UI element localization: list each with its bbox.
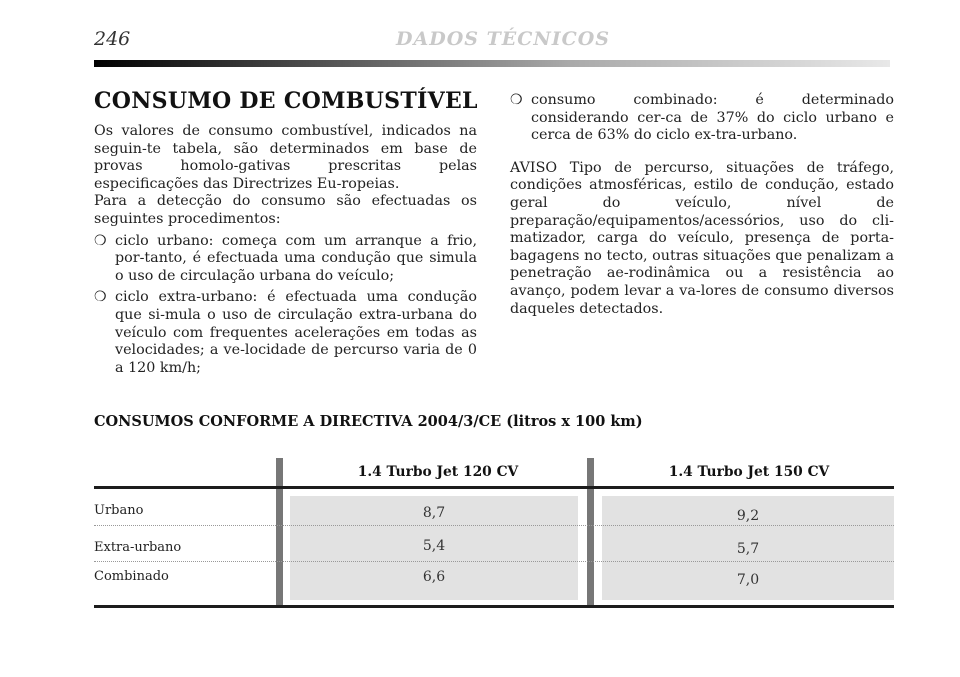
bullet-icon: ❍ [94, 289, 107, 306]
left-text-column [94, 123, 477, 377]
header-gradient-rule [94, 60, 890, 67]
procedures-paragraph: Para a detecção do consumo são efectuadas os seguintes procedimentos: [94, 193, 477, 227]
chapter-title: DADOS TÉCNICOS [396, 28, 610, 50]
row-label-combinado: Combinado [94, 569, 169, 584]
table-top-rule [94, 486, 894, 489]
page-number: 246 [94, 28, 131, 50]
cell-combinado-120cv: 6,6 [422, 569, 446, 585]
bullet-text: ciclo extra-urbano: é efectuada uma condução que si-mula o uso de circulação extra-urbana do veículo com frequentes acelerações em todas as velocidades; a ve-locidade de percurso varia de 0 a 120 km/h; [115, 289, 477, 376]
column-divider [587, 458, 594, 608]
bullet-text: consumo combinado: é determinado considerando cer-ca de 37% do ciclo urbano e cerca de 63% do ciclo ex-tra-urbano. [531, 92, 894, 144]
intro-paragraph: Os valores de consumo combustível, indicados na seguin-te tabela, são determinados em base de provas homolo-gativas prescritas pelas especificações das Directrizes Eu-ropeias. [94, 123, 477, 192]
consumption-table [94, 458, 894, 618]
cell-urbano-150cv: 9,2 [736, 508, 760, 524]
bullet-urban-cycle [94, 233, 477, 286]
column-header-150cv: 1.4 Turbo Jet 150 CV [668, 464, 830, 480]
bullet-extra-urban-cycle [94, 289, 477, 377]
table-bottom-rule [94, 605, 894, 608]
cell-extra-urbano-120cv: 5,4 [422, 538, 446, 554]
cell-extra-urbano-150cv: 5,7 [736, 541, 760, 557]
row-label-extra-urbano: Extra-urbano [94, 540, 182, 555]
cell-urbano-120cv: 8,7 [422, 505, 446, 521]
cell-combinado-150cv: 7,0 [736, 572, 760, 588]
bullet-icon: ❍ [94, 232, 107, 249]
warning-paragraph: AVISO Tipo de percurso, situações de tráfego, condições atmosféricas, estilo de condução, estado geral do veículo, nível de preparação/equipamentos/acessórios, uso do cli-matizador, carga do veículo, presença de porta-bagagens no tecto, outras situações que penalizam a penetração ae-rodinâmica ou a resistência ao avanço, podem levar a va-lores de consumo diversos daqueles detectados. [510, 159, 894, 317]
bullet-icon: ❍ [510, 92, 523, 108]
column-divider [276, 458, 283, 608]
table-title: CONSUMOS CONFORME A DIRECTIVA 2004/3/CE (litros x 100 km) [94, 413, 643, 430]
right-text-column [510, 92, 894, 318]
column-header-120cv: 1.4 Turbo Jet 120 CV [357, 464, 519, 480]
row-label-urbano: Urbano [94, 503, 144, 518]
row-separator [94, 561, 894, 562]
row-separator [94, 525, 894, 526]
bullet-combined-cycle [510, 92, 894, 145]
bullet-text: ciclo urbano: começa com um arranque a frio, por-tanto, é efectuada uma condução que simula o uso de circulação urbana do veículo; [115, 232, 477, 284]
section-title: CONSUMO DE COMBUSTÍVEL [94, 88, 478, 114]
